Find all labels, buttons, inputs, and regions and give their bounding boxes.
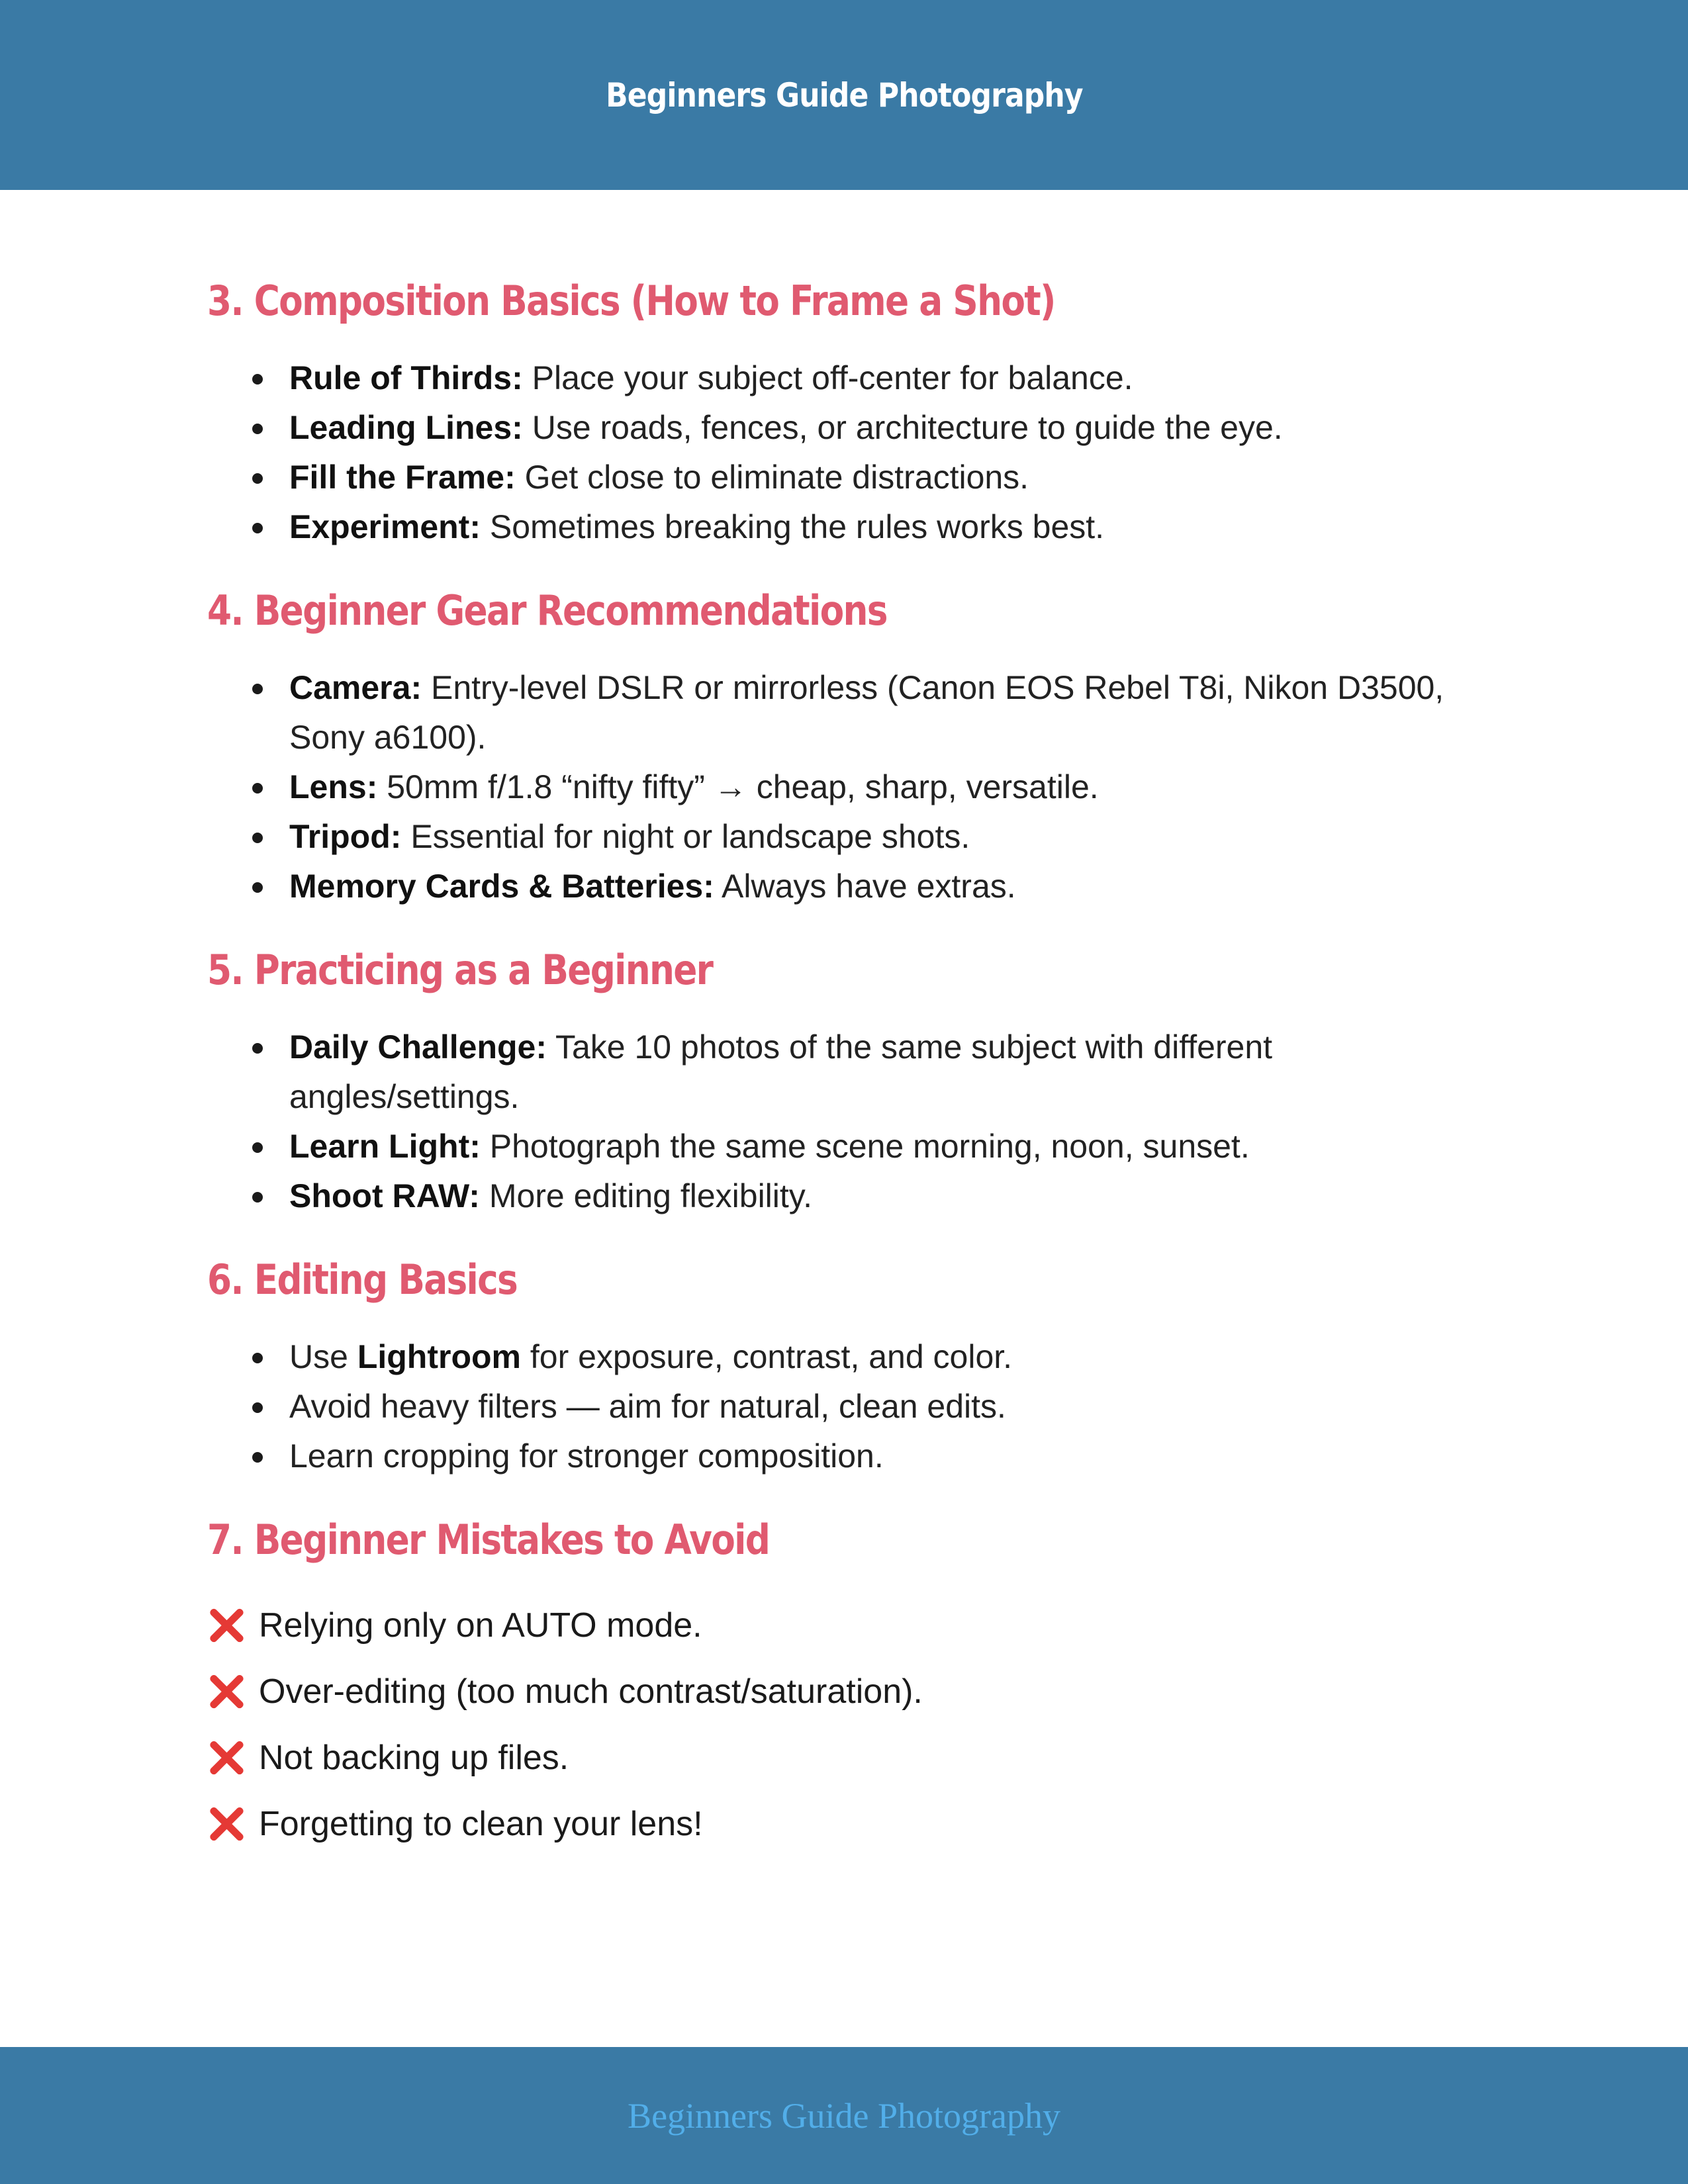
mistake-item xyxy=(207,1725,1465,1791)
item-text: Get close to eliminate distractions. xyxy=(515,459,1029,496)
cross-mark-icon xyxy=(207,1606,246,1645)
page-header xyxy=(0,0,1688,190)
item-label: Learn Light: xyxy=(289,1128,481,1165)
mistake-item xyxy=(207,1659,1465,1725)
item-text: Avoid heavy filters — aim for natural, clean edits. xyxy=(289,1388,1006,1425)
header-title: Beginners Guide Photography xyxy=(605,75,1083,114)
mistake-text: Over-editing (too much contrast/saturation). xyxy=(259,1672,923,1711)
bullet-icon xyxy=(252,1452,263,1463)
item-label: Memory Cards & Batteries: xyxy=(289,868,714,905)
bullet-icon xyxy=(252,1402,263,1413)
page-footer xyxy=(0,2047,1688,2184)
section-heading: 4. Beginner Gear Recommendations xyxy=(207,586,887,635)
list-item xyxy=(207,1171,1465,1221)
item-label: Fill the Frame: xyxy=(289,459,516,496)
mistake-list xyxy=(207,1592,1465,1857)
section-heading: 3. Composition Basics (How to Frame a Shot) xyxy=(207,277,1055,325)
footer-title: Beginners Guide Photography xyxy=(628,2095,1060,2136)
item-text: Sometimes breaking the rules works best. xyxy=(480,508,1105,545)
mistake-item xyxy=(207,1791,1465,1857)
list-item xyxy=(207,353,1465,403)
bullet-icon xyxy=(252,523,263,533)
bullet-list xyxy=(207,663,1465,911)
item-text: Entry-level DSLR or mirrorless (Canon EOS Rebel T8i, Nikon D3500, Sony a6100). xyxy=(289,669,1444,756)
list-item xyxy=(207,502,1465,552)
item-text: Learn cropping for stronger composition. xyxy=(289,1437,884,1475)
item-label: Lens: xyxy=(289,768,378,805)
list-item xyxy=(207,663,1465,762)
item-text: More editing flexibility. xyxy=(479,1177,812,1214)
bullet-list xyxy=(207,1332,1465,1481)
bullet-icon xyxy=(252,1043,263,1054)
section-heading: 5. Practicing as a Beginner xyxy=(207,946,713,994)
list-item xyxy=(207,812,1465,862)
item-text: Photograph the same scene morning, noon, sunset. xyxy=(480,1128,1250,1165)
item-text: Essential for night or landscape shots. xyxy=(401,818,970,855)
item-label: Camera: xyxy=(289,669,422,706)
item-text: Take 10 photos of the same subject with different angles/settings. xyxy=(289,1028,1273,1115)
list-item xyxy=(207,1332,1465,1382)
list-item xyxy=(207,862,1465,911)
bullet-icon xyxy=(252,882,263,893)
section-mistakes xyxy=(207,1504,1465,1857)
bullet-icon xyxy=(252,473,263,484)
item-text: for exposure, contrast, and color. xyxy=(520,1338,1013,1375)
item-label: Shoot RAW: xyxy=(289,1177,480,1214)
section-editing-basics xyxy=(207,1244,1465,1481)
item-label: Rule of Thirds: xyxy=(289,359,523,396)
bullet-icon xyxy=(252,833,263,843)
item-text: Always have extras. xyxy=(714,868,1016,905)
mistake-text: Not backing up files. xyxy=(259,1739,569,1777)
mistake-item xyxy=(207,1592,1465,1659)
section-practicing xyxy=(207,934,1465,1221)
list-item xyxy=(207,1432,1465,1481)
section-gear-recommendations xyxy=(207,574,1465,911)
list-item xyxy=(207,1382,1465,1432)
bullet-icon xyxy=(252,424,263,434)
item-label: Daily Challenge: xyxy=(289,1028,547,1066)
item-label: Tripod: xyxy=(289,818,402,855)
list-item xyxy=(207,453,1465,502)
section-heading: 7. Beginner Mistakes to Avoid xyxy=(207,1516,770,1564)
bullet-icon xyxy=(252,783,263,794)
mistake-text: Forgetting to clean your lens! xyxy=(259,1805,703,1843)
bullet-icon xyxy=(252,1192,263,1203)
bullet-icon xyxy=(252,1353,263,1363)
cross-mark-icon xyxy=(207,1672,246,1711)
item-prefix: Use xyxy=(289,1338,357,1375)
item-text: 50mm f/1.8 “nifty fifty” → cheap, sharp, versatile. xyxy=(377,768,1099,805)
item-text: Use roads, fences, or architecture to guide the eye. xyxy=(522,409,1283,446)
bullet-icon xyxy=(252,684,263,694)
page-content xyxy=(207,265,1465,1857)
item-label: Leading Lines: xyxy=(289,409,523,446)
list-item xyxy=(207,1023,1465,1122)
item-label: Lightroom xyxy=(357,1338,521,1375)
bullet-icon xyxy=(252,1142,263,1153)
section-composition-basics xyxy=(207,265,1465,552)
bullet-list xyxy=(207,1023,1465,1221)
section-heading: 6. Editing Basics xyxy=(207,1255,517,1304)
list-item xyxy=(207,762,1465,812)
mistake-text: Relying only on AUTO mode. xyxy=(259,1606,702,1645)
cross-mark-icon xyxy=(207,1739,246,1777)
item-text: Place your subject off-center for balance. xyxy=(522,359,1133,396)
list-item xyxy=(207,403,1465,453)
bullet-icon xyxy=(252,374,263,385)
cross-mark-icon xyxy=(207,1805,246,1843)
bullet-list xyxy=(207,353,1465,552)
list-item xyxy=(207,1122,1465,1171)
item-label: Experiment: xyxy=(289,508,481,545)
